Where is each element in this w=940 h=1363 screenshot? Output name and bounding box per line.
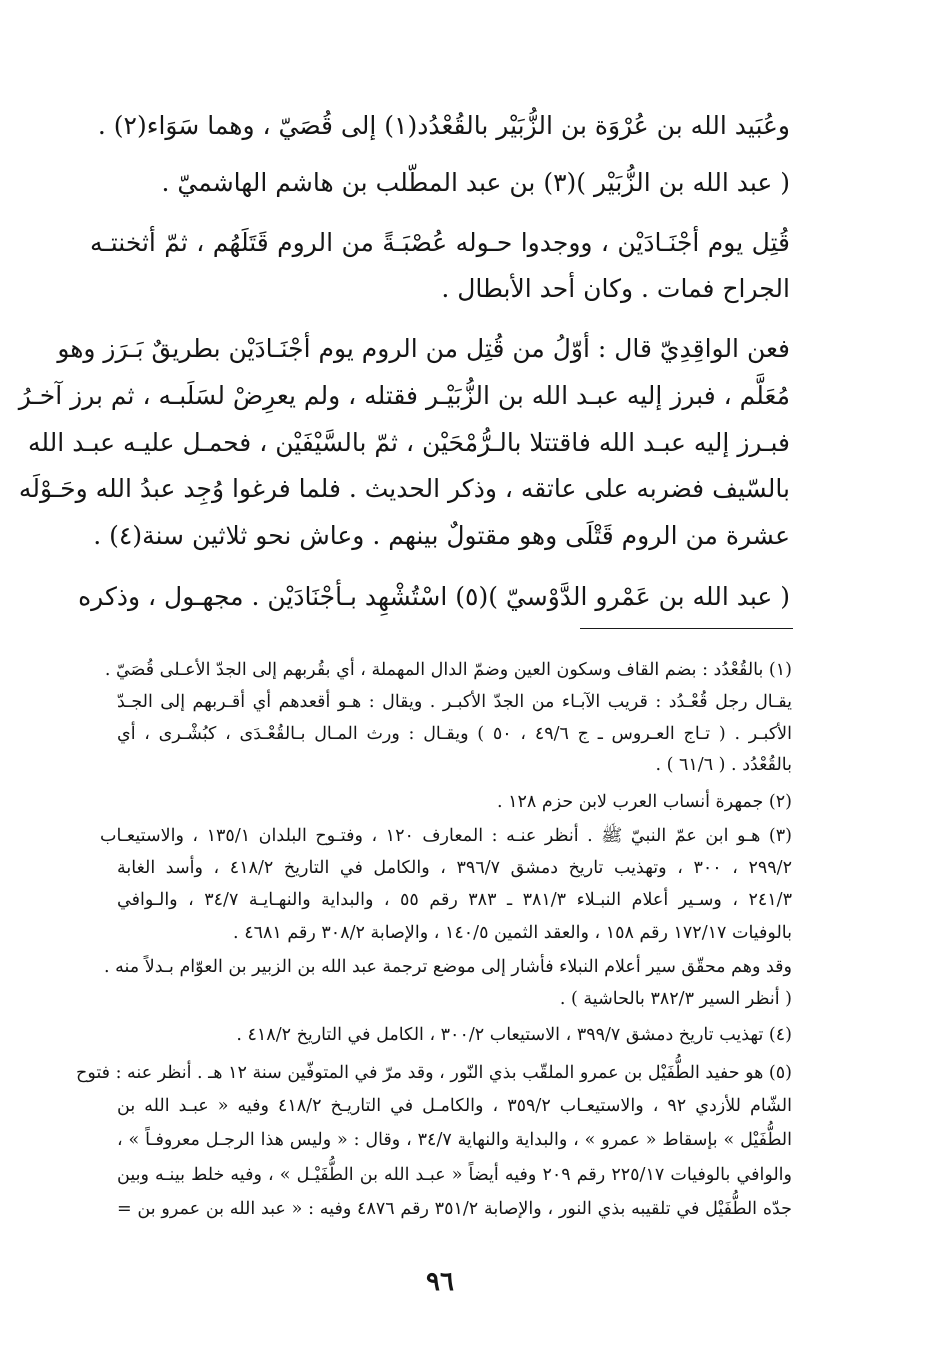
footnote-line-16: والوافي بالوفيات ٢٢٥/١٧ رقم ٢٠٩ وفيه أيضاً « عبـد الله بن الطُّفَيْـل » ، وفيه خلط بينـه وبين	[117, 1165, 792, 1185]
footnote-line-11: ( أنظر السير ٣٨٢/٣ بالحاشية ) .	[559, 989, 792, 1009]
body-line-9: عشرة من الروم قَتْلَى وهو مقتولٌ بينهم . وعاش نحو ثلاثين سنة(٤) .	[93, 521, 790, 550]
body-line-10: ( عبد الله بن عَمْرو الدَّوْسيّ )(٥) اسْتُشْهِد بـأجْنَادَيْن . مجهـول ، وذكره	[78, 582, 790, 611]
footnote-line-5: (٢) جمهرة أنساب العرب لابن حزم ١٢٨ .	[496, 792, 792, 812]
footnote-line-15: الطُّفَيْل » بإسقاط « عمرو » ، والبداية والنهاية ٣٤/٧ ، وقال : « وليس هذا الرجـل معروفـاً » ،	[117, 1130, 792, 1150]
footnote-line-14: الشّام للأزدي ٩٢ ، والاستيعـاب ٣٥٩/٢ ، والكامـل في التاريـخ ٤١٨/٢ وفيه « عبـد الله بن	[117, 1096, 792, 1116]
footnote-line-6: (٣) هـو ابن عمّ النبيّ ﷺ . أنظر عنـه : المعارف ١٢٠ ، وفتـوح البلدان ١٣٥/١ ، والاستيعـاب	[100, 826, 792, 846]
footnote-line-2: يقـال رجل قُعْـدُد : قريب الآبـاء من الجدّ الأكبـر . ويقال : هـو أقعدهم أي أقـربهم إلى الجـدّ	[117, 692, 792, 712]
footnote-line-10: وقد وهم محقّق سير أعلام النبلاء فأشار إلى موضع ترجمة عبد الله بن الزبير بن العوّام بـدلاً منه .	[104, 957, 792, 977]
footnote-separator	[580, 628, 793, 629]
footnote-line-12: (٤) تهذيب تاريخ دمشق ٣٩٩/٧ ، الاستيعاب ٣٠٠/٢ ، الكامل في التاريخ ٤١٨/٢ .	[236, 1025, 792, 1045]
footnote-line-4: بالقُعْدُد . ( ٦١/٦ ) .	[655, 755, 792, 775]
footnote-line-7: ٢٩٩/٢ ، ٣٠٠ ، وتهذيب تاريخ دمشق ٣٩٦/٧ ، والكامل في التاريخ ٤١٨/٢ ، وأسد الغابة	[117, 858, 792, 878]
body-line-3: قُتِل يوم أجْنَـادَيْن ، ووجدوا حـوله عُصْبَـةً من الروم قَتَلَهُم ، ثمّ أثخنتـه	[90, 228, 790, 257]
body-line-7: فبـرز إليه عبـد الله فاقتتلا بالـرُّمْحَيْن ، ثمّ بالسَّيْفَيْن ، فحمـل عليـه عبـد الله	[28, 428, 790, 457]
footnote-line-13: (٥) هو حفيد الطُّفَيْل بن عمرو الملقّب بذي النّور ، وقد مرّ في المتوفّين سنة ١٢ هـ . أنظر عنه : فتوح	[76, 1063, 792, 1083]
footnote-line-8: ٢٤١/٣ ، وسـير أعلام النبـلاء ٣٨١/٣ ـ ٣٨٣ رقم ٥٥ ، والبداية والنهـايـة ٣٤/٧ ، والـوافي	[117, 890, 792, 910]
footnote-line-3: الأكبـر . ( تـاج العـروس ـ ج ٤٩/٦ ، ٥٠ ) ويقـال : ورث المـال بـالقُعْـدَى ، كبُشْـرى ، أي	[117, 724, 793, 744]
body-line-4: الجراح فمات . وكان أحد الأبطال .	[441, 274, 790, 303]
body-line-5: فعن الواقِدِيّ قال : أوّلُ من قُتِل من الروم يوم أجْنَـادَيْن بطريقٌ بَـرَز وهو	[57, 334, 790, 363]
footnote-line-17: جدّه الطُّفَيْل في تلقيبه بذي النور ، والإصابة ٣٥١/٢ رقم ٤٨٧٦ وفيه : « عبد الله بن عمرو بن =	[117, 1199, 792, 1219]
page-number: ٩٦	[426, 1267, 454, 1297]
body-line-1: وعُبَيد الله بن عُرْوَة بن الزُّبَيْر بالقُعْدُد(١) إلى قُصَيّ ، وهما سَوَاء(٢) .	[97, 111, 790, 140]
body-line-2: ( عبد الله بن الزُّبَيْر )(٣) بن عبد المطّلب بن هاشم الهاشميّ .	[161, 168, 790, 197]
footnote-line-9: بالوفيات ١٧٢/١٧ رقم ١٥٨ ، والعقد الثمين ١٤٠/٥ ، والإصابة ٣٠٨/٢ رقم ٤٦٨١ .	[233, 923, 792, 943]
body-line-8: بالسّيف فضربه على عاتقه ، وذكر الحديث . فلما فرغوا وُجِد عبدُ الله وحَـوْلَه	[18, 474, 790, 503]
body-line-6: مُعَلَّم ، فبرز إليه عبـد الله بن الزُّبَيْـر فقتله ، ولم يعرِضْ لسَلَبـه ، ثم برز آخـرُ	[18, 381, 790, 410]
footnote-line-1: (١) بالقُعْدُد : بضم القاف وسكون العين وضمّ الدال المهملة ، أي بقُربهم إلى الجدّ الأعـلى قُصَيّ .	[104, 660, 792, 680]
